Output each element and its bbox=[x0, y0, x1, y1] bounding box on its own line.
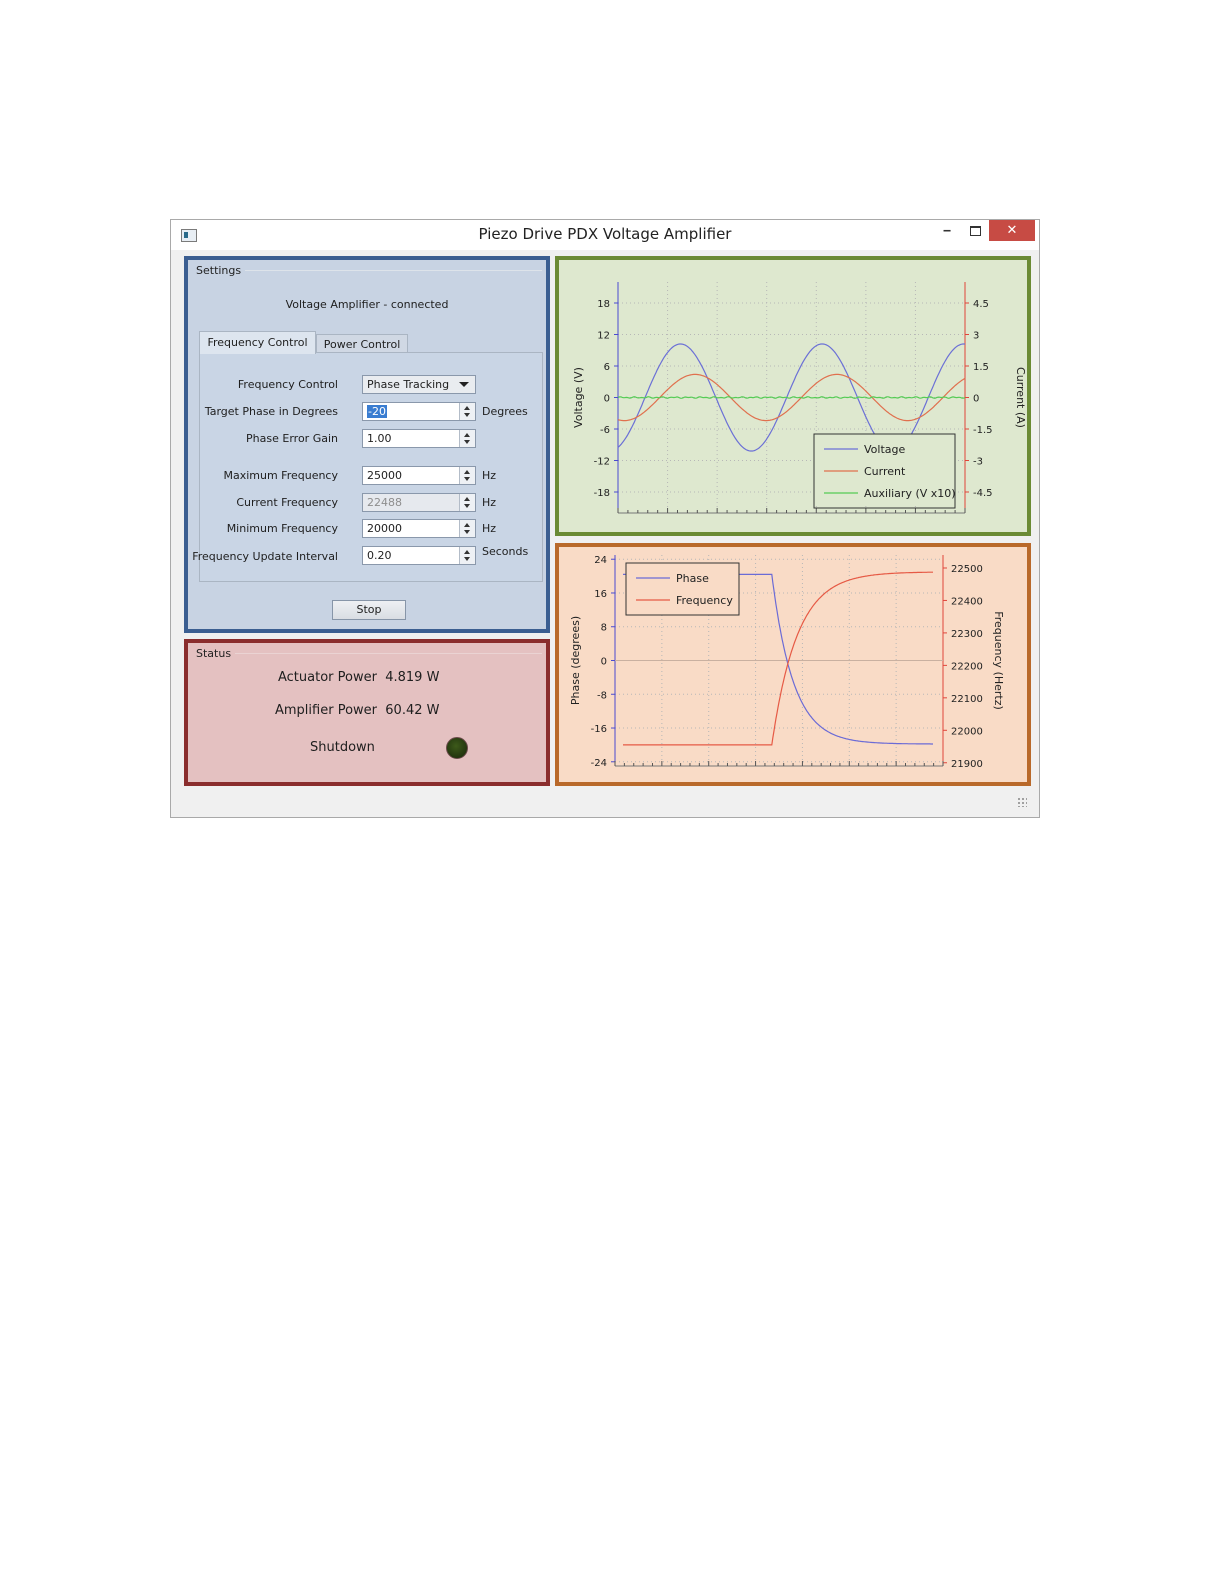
shutdown-indicator-icon bbox=[446, 737, 468, 759]
right-tick-label: 22100 bbox=[951, 693, 983, 705]
right-tick-label: 21900 bbox=[951, 758, 983, 770]
right-tick-label: 22500 bbox=[951, 563, 983, 575]
chevron-down-icon bbox=[459, 382, 469, 387]
minimum-frequency-label: Minimum Frequency bbox=[226, 522, 338, 535]
stop-button[interactable]: Stop bbox=[332, 600, 406, 620]
legend-label: Current bbox=[864, 465, 906, 478]
spin-arrows-icon[interactable] bbox=[459, 520, 475, 537]
waveform-plot-panel bbox=[555, 256, 1031, 536]
maximum-frequency-unit: Hz bbox=[482, 469, 497, 482]
minimum-frequency-value: 20000 bbox=[367, 522, 402, 535]
legend-label: Voltage bbox=[864, 443, 906, 456]
close-icon[interactable]: ✕ bbox=[989, 220, 1035, 241]
frequency-control-select[interactable] bbox=[362, 375, 476, 394]
left-tick-label: 6 bbox=[603, 362, 610, 373]
target-phase-input[interactable] bbox=[362, 402, 476, 421]
minimum-frequency-unit: Hz bbox=[482, 522, 497, 535]
maximum-frequency-label: Maximum Frequency bbox=[223, 469, 338, 482]
right-tick-label: 22300 bbox=[951, 628, 983, 640]
update-interval-value: 0.20 bbox=[367, 549, 392, 562]
right-tick-label: 22000 bbox=[951, 726, 983, 738]
maximize-icon[interactable] bbox=[961, 220, 989, 241]
actuator-power-label: Actuator Power bbox=[278, 670, 377, 685]
update-interval-label: Frequency Update Interval bbox=[192, 550, 338, 563]
status-group-title: Status bbox=[196, 647, 235, 660]
window-title: Piezo Drive PDX Voltage Amplifier bbox=[478, 225, 732, 243]
target-phase-label: Target Phase in Degrees bbox=[204, 405, 338, 418]
left-tick-label: 0 bbox=[600, 656, 607, 668]
left-tick-label: -24 bbox=[590, 757, 607, 769]
right-tick-label: 3 bbox=[973, 330, 980, 342]
left-tick-label: 16 bbox=[594, 588, 607, 600]
maximum-frequency-value: 25000 bbox=[367, 469, 402, 482]
app-window bbox=[170, 219, 1040, 818]
update-interval-input[interactable] bbox=[362, 546, 476, 565]
left-tick-label: 24 bbox=[594, 555, 607, 567]
update-interval-unit: Seconds bbox=[482, 545, 529, 558]
right-tick-label: -1.5 bbox=[973, 425, 993, 436]
target-phase-unit: Degrees bbox=[482, 405, 528, 418]
left-tick-label: 18 bbox=[597, 299, 610, 310]
left-tick-label: -16 bbox=[590, 724, 607, 736]
title-bar[interactable] bbox=[171, 220, 1039, 250]
right-tick-label: 22200 bbox=[951, 661, 983, 673]
group-divider bbox=[196, 270, 542, 271]
amplifier-power-label: Amplifier Power bbox=[275, 703, 378, 718]
frequency-control-value: Phase Tracking bbox=[367, 378, 450, 391]
current-frequency-value: 22488 bbox=[367, 496, 402, 509]
left-tick-label: 12 bbox=[597, 330, 610, 342]
amplifier-power-value: 60.42 W bbox=[385, 703, 440, 718]
minimize-icon[interactable]: ‒ bbox=[942, 223, 952, 237]
legend-label: Phase bbox=[676, 572, 709, 585]
phase-error-gain-input[interactable] bbox=[362, 429, 476, 448]
group-divider bbox=[196, 653, 542, 654]
right-tick-label: -3 bbox=[973, 456, 983, 468]
left-tick-label: 0 bbox=[603, 393, 610, 405]
left-tick-label: -8 bbox=[597, 690, 607, 702]
current-frequency-unit: Hz bbox=[482, 496, 497, 509]
settings-group-title: Settings bbox=[196, 264, 245, 277]
actuator-power-value: 4.819 W bbox=[385, 670, 440, 685]
spin-arrows-icon[interactable] bbox=[459, 430, 475, 447]
left-axis-label: Voltage (V) bbox=[572, 367, 585, 428]
right-tick-label: 22400 bbox=[951, 596, 983, 608]
right-tick-label: 0 bbox=[973, 393, 980, 405]
series-line-auxiliary bbox=[618, 397, 965, 399]
minimum-frequency-input[interactable] bbox=[362, 519, 476, 538]
right-axis-label: Current (A) bbox=[1014, 367, 1027, 428]
spin-arrows-icon[interactable] bbox=[459, 547, 475, 564]
spin-arrows-icon[interactable] bbox=[459, 403, 475, 420]
right-tick-label: -4.5 bbox=[973, 488, 993, 499]
right-tick-label: 1.5 bbox=[973, 362, 989, 373]
left-tick-label: 8 bbox=[600, 622, 607, 634]
resize-grip-icon[interactable] bbox=[1017, 797, 1027, 807]
frequency-control-label: Frequency Control bbox=[237, 378, 338, 391]
spin-arrows-icon[interactable] bbox=[459, 467, 475, 484]
phase-frequency-chart bbox=[559, 547, 1027, 782]
target-phase-value: -20 bbox=[368, 405, 386, 418]
current-frequency-input bbox=[362, 493, 476, 512]
phase-error-gain-label: Phase Error Gain bbox=[246, 432, 338, 445]
right-axis-label: Frequency (Hertz) bbox=[992, 611, 1005, 710]
settings-panel bbox=[184, 256, 550, 633]
legend-label: Auxiliary (V x10) bbox=[864, 487, 956, 500]
connection-status: Voltage Amplifier - connected bbox=[285, 298, 449, 311]
phase-error-gain-value: 1.00 bbox=[367, 432, 392, 445]
left-axis-label: Phase (degrees) bbox=[569, 615, 582, 706]
shutdown-label: Shutdown bbox=[310, 740, 375, 755]
client-area bbox=[177, 251, 1033, 813]
left-tick-label: -12 bbox=[593, 456, 610, 468]
left-tick-label: -18 bbox=[593, 488, 610, 499]
left-tick-label: -6 bbox=[600, 425, 610, 436]
tab-power-control[interactable]: Power Control bbox=[316, 334, 408, 353]
tab-frequency-control[interactable]: Frequency Control bbox=[199, 331, 316, 354]
spin-arrows-icon bbox=[459, 494, 475, 511]
legend-label: Frequency bbox=[676, 594, 733, 607]
frequency-control-pane bbox=[192, 352, 543, 582]
right-tick-label: 4.5 bbox=[973, 299, 989, 310]
phase-frequency-plot-panel bbox=[555, 543, 1031, 786]
actuator-power-row bbox=[278, 670, 439, 685]
status-panel bbox=[184, 639, 550, 786]
current-frequency-label: Current Frequency bbox=[236, 496, 338, 509]
waveform-chart bbox=[559, 260, 1027, 532]
amplifier-power-row bbox=[275, 703, 439, 718]
maximum-frequency-input[interactable] bbox=[362, 466, 476, 485]
